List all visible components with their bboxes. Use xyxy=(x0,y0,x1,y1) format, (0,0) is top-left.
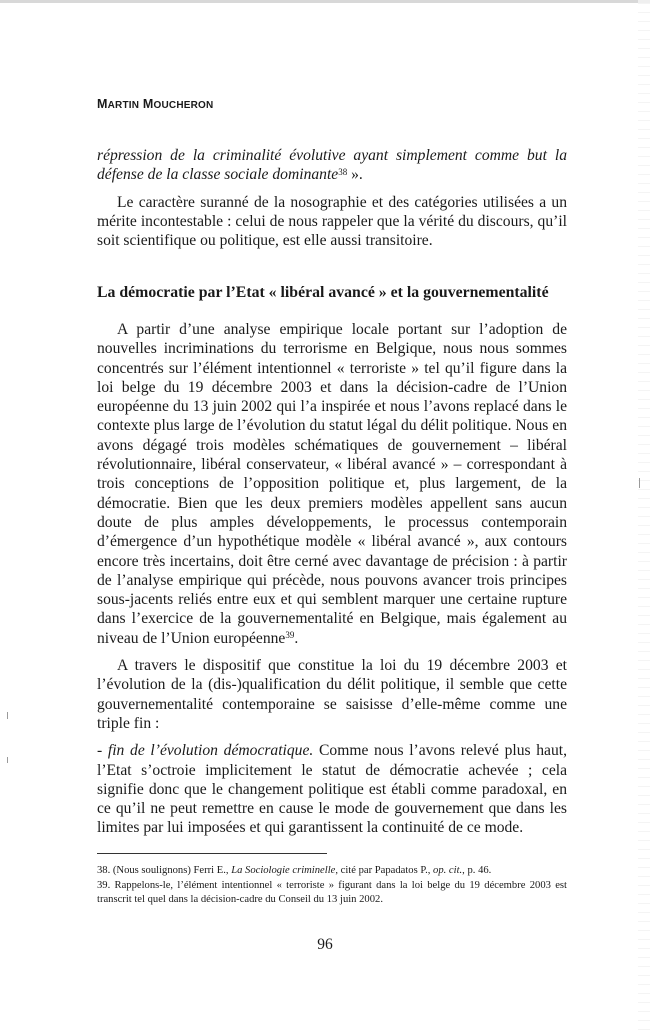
footnote-38: 38. (Nous soulignons) Ferri E., La Sociologie criminelle, cité par Papadatos P., op. cit., p. 46. xyxy=(97,865,492,876)
section-heading: La démocratie par l’Etat « libéral avancé » et la gouvernementalité xyxy=(97,284,549,301)
scan-speck xyxy=(7,757,8,763)
paragraph-analysis: A partir d’une analyse empirique locale portant sur l’adoption de nouvelles incriminations du terrorisme en Belgique, nous nous sommes concentrés sur l’élément intentionnel « terroriste » tel qu’il figure dans la loi belge du 19 décembre 2003 et dans la décision-cadre de l’Union européenne du 13 juin 2002 qui l’a inspirée et nous l’avons replacé dans le contexte plus large de l’évolution du statut légal du délit politique. Nous en avons dégagé trois modèles schématiques de gouvernement – libéral révolutionnaire, libéral conservateur, « libéral avancé » – correspondant à trois conceptions de l’opposition politique et, plus largement, de la démocratie. Bien que les deux premiers modèles appellent sans aucun doute de plus amples développements, le processus contemporain d’émergence d’un hypothétique modèle « libéral avancé », aux contours encore très incertains, doit être cerné avec davantage de précision : à partir de l’analyse empirique qui précède, nous pouvons avancer trois principes sous-jacents reliés entre eux et qui semblent marquer une certaine rupture dans l’exercice de la gouvernementalité en Belgique, mais également au niveau de l’Union européenne$^{39}$. xyxy=(97,321,567,647)
footnote-rule xyxy=(97,853,327,854)
scan-top-edge xyxy=(0,0,650,3)
scan-right-edge xyxy=(638,0,650,1035)
footnotes xyxy=(97,864,567,908)
page-number: 96 xyxy=(317,936,333,953)
scan-speck xyxy=(7,712,8,719)
paragraph-fin-evolution: - fin de l’évolution démocratique. Comme nous l’avons relevé plus haut, l’Etat s’octroie implicitement le statut de démocratie achevée ; cela signifie donc que le changement politique est établi comme paradoxal, en ce qu’il ne peut remettre en cause le mode de gouvernement que dans les limites par lui imposées et qui garantissent la continuité de ce mode. xyxy=(97,742,567,837)
running-head-author: MARTIN MOUCHERON xyxy=(97,97,214,111)
paragraph-nosography: Le caractère suranné de la nosographie et des catégories utilisées a un mérite incontestable : celui de nous rappeler que la vérité du discours, qu’il soit scientifique ou politique, est elle aussi transitoire. xyxy=(97,193,567,250)
paragraph-quote-end: répression de la criminalité évolutive ayant simplement comme but la défense de la classe sociale dominante$^{38}$ ». xyxy=(97,147,567,184)
text-block-main xyxy=(97,320,567,838)
paragraph-triple-fin: A travers le dispositif que constitue la loi du 19 décembre 2003 et l’évolution de la (dis-)qualification du délit politique, il semble que cette gouvernementalité contemporaine se saisisse d’elle-même comme une triple fin : xyxy=(97,657,567,732)
footnote-39: 39. Rappelons-le, l’élément intentionnel « terroriste » figurant dans la loi belge du 19 décembre 2003 est transcrit tel quel dans la décision-cadre du Conseil du 13 juin 2002. xyxy=(97,879,567,906)
scan-speck xyxy=(639,478,640,488)
text-block-top xyxy=(97,146,567,250)
